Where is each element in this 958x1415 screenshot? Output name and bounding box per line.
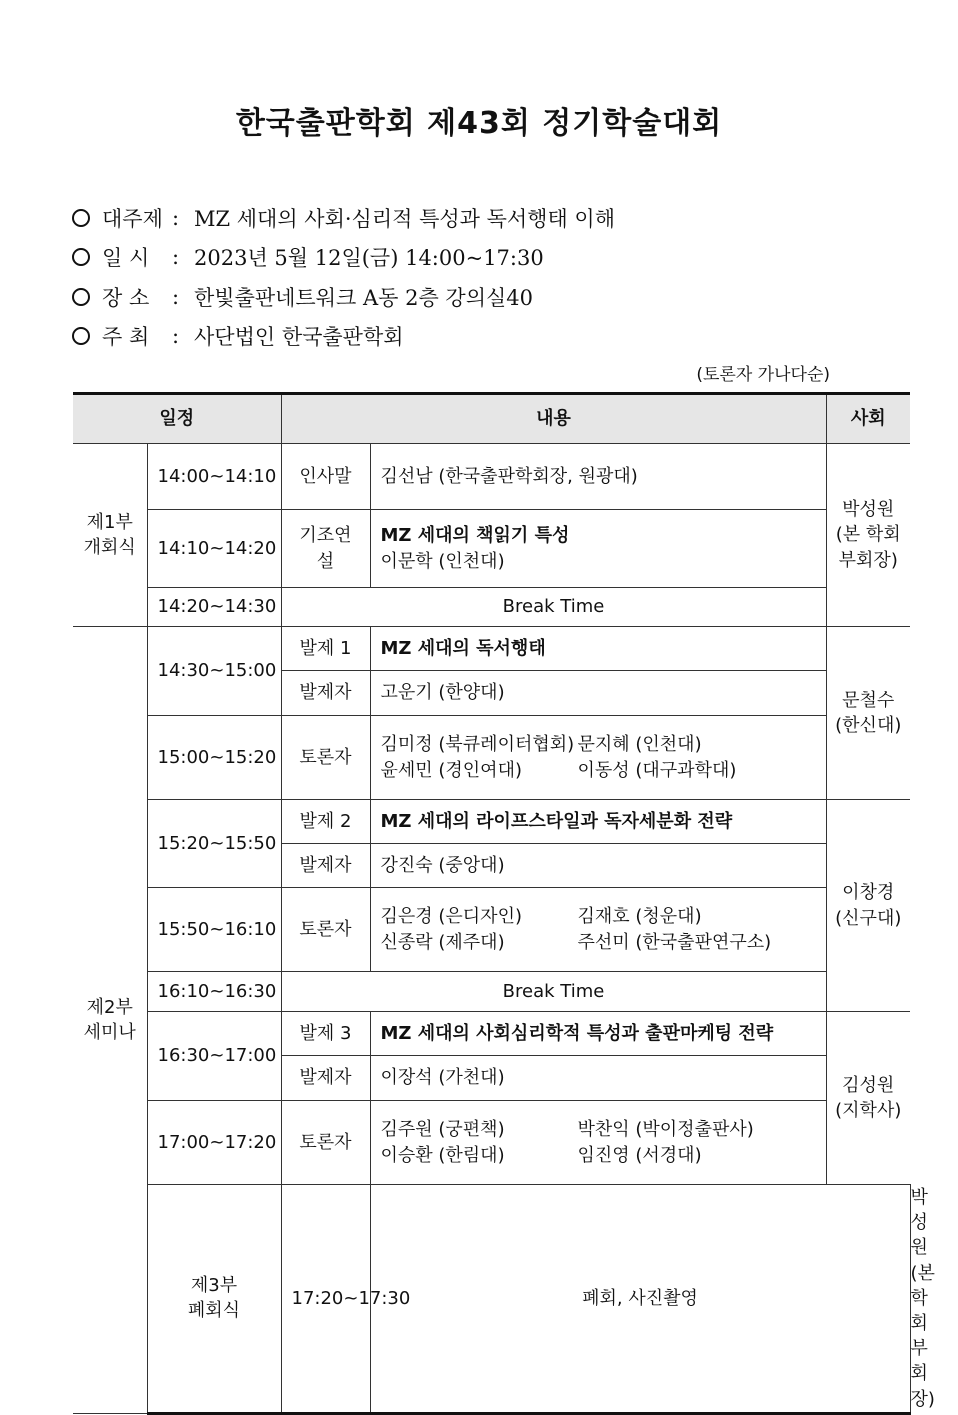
time-cell: 15:20~15:50 [147, 800, 281, 888]
time-cell: 15:50~16:10 [147, 888, 281, 972]
table-row [73, 972, 910, 1012]
keynote-cell [370, 510, 826, 588]
header-chair: 사회 [826, 394, 910, 444]
keynote-topic: MZ 세대의 책읽기 특성 [380, 525, 570, 547]
discussants-cell [370, 1101, 826, 1185]
table-row [73, 627, 910, 671]
schedule-table [73, 392, 935, 1415]
info-label: 대주제 [102, 206, 163, 231]
session-type: 발제자 [281, 844, 370, 888]
circle-bullet-icon [72, 288, 90, 306]
presentation-topic: MZ 세대의 독서행태 [370, 627, 826, 671]
discussant: 김미정 (북큐레이터협회) [380, 734, 575, 756]
discussants-cell [370, 888, 826, 972]
table-row [73, 800, 910, 844]
part-label: 제3부 폐회식 [147, 1185, 281, 1414]
break-cell: Break Time [281, 588, 826, 627]
speaker: 김선남 (한국출판학회장, 원광대) [370, 444, 826, 510]
presenter: 강진숙 (중앙대) [370, 844, 826, 888]
break-cell: Break Time [281, 972, 826, 1012]
time-cell: 14:20~14:30 [147, 588, 281, 627]
time-cell: 16:10~16:30 [147, 972, 281, 1012]
part-label: 제2부 세미나 [73, 627, 147, 1414]
time-cell: 16:30~17:00 [147, 1012, 281, 1101]
info-date: 일 시 : 2023년 5월 12일(금) 14:00~17:30 [72, 238, 615, 278]
discussant: 이동성 (대구과학대) [577, 759, 737, 781]
table-row [73, 1012, 910, 1056]
discussant: 주선미 (한국출판연구소) [577, 931, 772, 953]
info-label: 주 최 [102, 325, 150, 350]
info-label: 장 소 [102, 285, 150, 310]
info-venue: 장 소 : 한빛출판네트워크 A동 2층 강의실40 [72, 277, 615, 317]
chair-cell: 김성원 (지학사) [826, 1012, 910, 1185]
time-cell: 14:00~14:10 [147, 444, 281, 510]
presenter: 이장석 (가천대) [370, 1056, 826, 1101]
time-cell: 17:20~17:30 [281, 1185, 370, 1414]
info-value: 2023년 5월 12일(금) 14:00~17:30 [194, 246, 544, 271]
session-type: 토론자 [281, 888, 370, 972]
table-header-row [73, 394, 910, 444]
discussant: 김주원 (궁편책) [380, 1119, 505, 1141]
discussant: 박찬익 (박이정출판사) [577, 1119, 754, 1141]
table-row [73, 716, 910, 800]
session-type: 발제자 [281, 671, 370, 716]
chair-cell: 이창경 (신구대) [826, 800, 910, 1012]
time-cell: 15:00~15:20 [147, 716, 281, 800]
session-type: 발제 3 [281, 1012, 370, 1056]
discussant: 김재호 (청운대) [577, 906, 702, 928]
table-row: 제3부 폐회식 17:20~17:30 폐회, 사진촬영 박성원 (본 학회 부회장) [73, 1185, 910, 1414]
session-type: 발제 2 [281, 800, 370, 844]
circle-bullet-icon [72, 248, 90, 266]
discussant-order-note: (토론자 가나다순) [696, 365, 830, 385]
discussant: 문지혜 (인천대) [577, 734, 702, 756]
info-host: 주 최 : 사단법인 한국출판학회 [72, 317, 615, 357]
page-title: 한국출판학회 제43회 정기학술대회 [235, 106, 723, 141]
info-value: MZ 세대의 사회·심리적 특성과 독서행태 이해 [194, 206, 616, 231]
discussant: 윤세민 (경인여대) [380, 759, 522, 781]
presentation-topic: MZ 세대의 사회심리학적 특성과 출판마케팅 전략 [370, 1012, 826, 1056]
time-cell: 17:00~17:20 [147, 1101, 281, 1185]
info-value: 사단법인 한국출판학회 [194, 325, 404, 350]
time-cell: 14:10~14:20 [147, 510, 281, 588]
discussant: 김은경 (은디자인) [380, 906, 522, 928]
table-row [73, 588, 910, 627]
circle-bullet-icon [72, 327, 90, 345]
circle-bullet-icon [72, 209, 90, 227]
time-cell: 14:30~15:00 [147, 627, 281, 716]
discussant: 임진영 (서경대) [577, 1144, 702, 1166]
closing-cell: 폐회, 사진촬영 [370, 1185, 910, 1414]
info-theme: 대주제 : MZ 세대의 사회·심리적 특성과 독서행태 이해 [72, 198, 615, 238]
session-type: 토론자 [281, 716, 370, 800]
session-type: 토론자 [281, 1101, 370, 1185]
info-value: 한빛출판네트워크 A동 2층 강의실40 [194, 285, 533, 310]
header-schedule: 일정 [73, 394, 281, 444]
chair-cell: 박성원 (본 학회 부회장) [826, 444, 910, 627]
discussant: 신종락 (제주대) [380, 931, 505, 953]
session-type: 발제자 [281, 1056, 370, 1101]
presentation-topic: MZ 세대의 라이프스타일과 독자세분화 전략 [370, 800, 826, 844]
table-row [73, 1101, 910, 1185]
table-row [73, 444, 910, 510]
session-type: 기조연설 [281, 510, 370, 588]
discussants-cell [370, 716, 826, 800]
session-type: 발제 1 [281, 627, 370, 671]
header-content: 내용 [281, 394, 826, 444]
chair-cell: 문철수 (한신대) [826, 627, 910, 800]
session-type: 인사말 [281, 444, 370, 510]
info-list [72, 198, 615, 356]
speaker: 이문학 (인천대) [380, 550, 505, 572]
discussant: 이승환 (한림대) [380, 1144, 505, 1166]
info-label: 일 시 [102, 246, 150, 271]
table-row [73, 888, 910, 972]
table-row [73, 510, 910, 588]
part-label: 제1부 개회식 [73, 444, 147, 627]
presenter: 고운기 (한양대) [370, 671, 826, 716]
